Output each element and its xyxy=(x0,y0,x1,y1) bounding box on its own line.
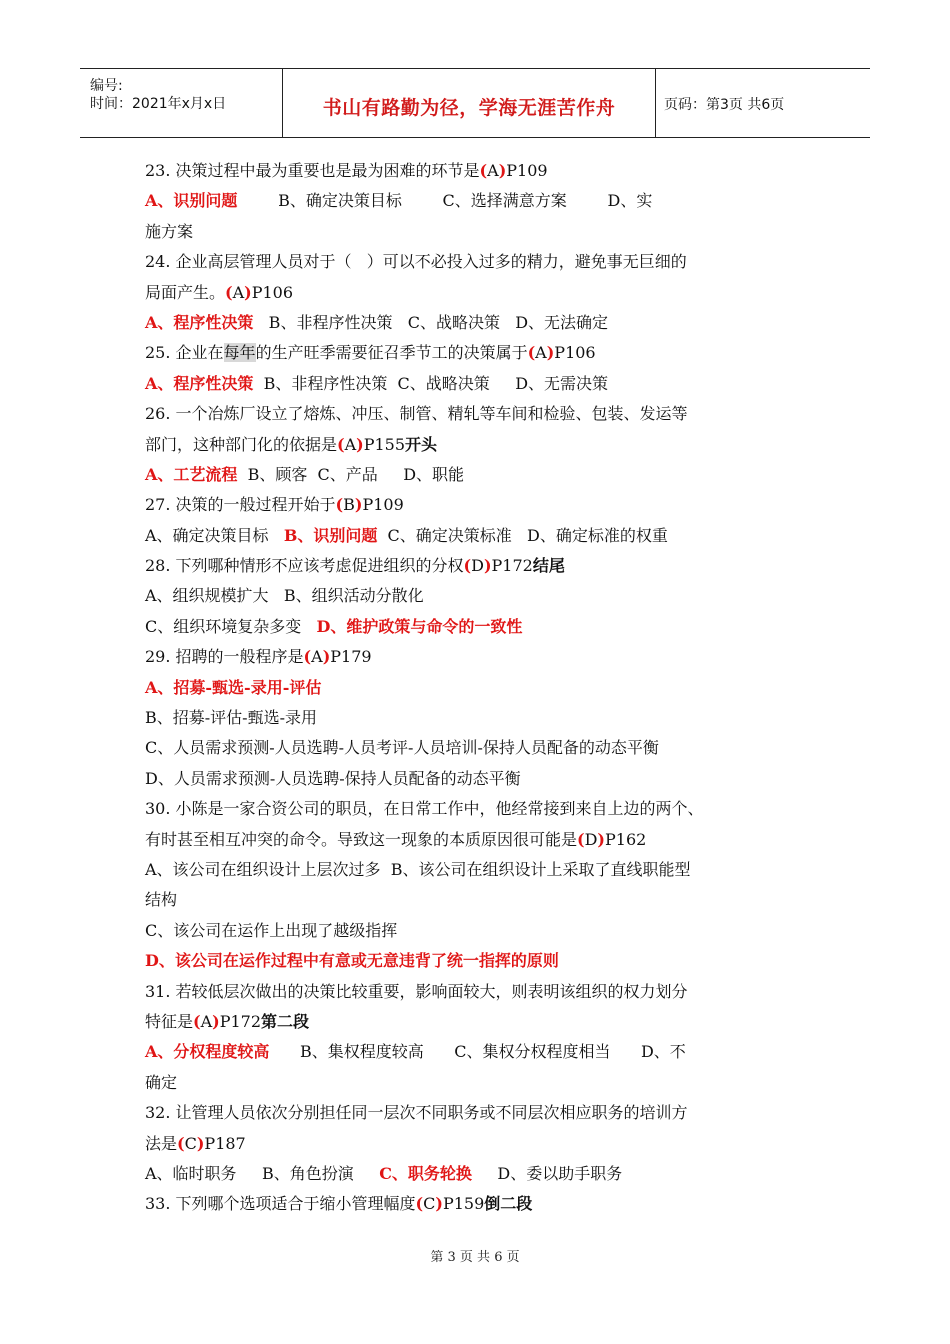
answer-text: ( xyxy=(303,647,312,667)
text-segment: A、组织规模扩大 B、组织活动分散化 xyxy=(145,586,424,606)
text-segment: P187 xyxy=(204,1133,246,1153)
text-segment: 28. 下列哪种情形不应该考虑促进组织的分权 xyxy=(145,556,464,576)
text-segment: P162 xyxy=(605,829,647,849)
motto-text: 书山有路勤为径，学海无涯苦作舟 xyxy=(322,97,616,119)
text-segment: C、确定决策标准 D、确定标准的权重 xyxy=(377,525,668,545)
text-segment: C、该公司在运作上出现了越级指挥 xyxy=(145,920,398,940)
text-segment: 部门，这种部门化的依据是 xyxy=(145,434,338,454)
header-meta-cell xyxy=(80,69,283,137)
text-segment: B、确定决策目标 C、选择满意方案 D、实 xyxy=(237,191,653,211)
text-segment: A、临时职务 B、角色扮演 xyxy=(145,1163,380,1183)
answer-text: D、该公司在运作过程中有意或无意违背了统一指挥的原则 xyxy=(145,951,559,971)
text-segment: 法是 xyxy=(145,1133,178,1153)
text-segment: 的生产旺季需要征召季节工的决策属于 xyxy=(255,343,528,363)
text-segment: 每年 xyxy=(223,343,256,363)
text-segment: A、确定决策目标 xyxy=(145,525,284,545)
text-segment: 倒二段 xyxy=(484,1194,533,1214)
text-segment: 30. 小陈是一家合资公司的职员，在日常工作中，他经常接到来自上边的两个、 xyxy=(145,799,704,819)
text-segment: 32. 让管理人员依次分别担任同一层次不同职务或不同层次相应职务的培训方 xyxy=(145,1103,688,1123)
question-list xyxy=(145,156,815,1220)
answer-text: ) xyxy=(196,1133,205,1153)
header-motto-cell xyxy=(283,69,656,137)
text-line xyxy=(145,308,815,338)
text-segment: 结构 xyxy=(145,890,178,910)
text-segment: 27. 决策的一般过程开始于 xyxy=(145,495,336,515)
text-segment: D、委以助手职务 xyxy=(471,1163,623,1183)
text-line xyxy=(145,703,815,733)
text-segment: 29. 招聘的一般程序是 xyxy=(145,647,304,667)
answer-text: ) xyxy=(244,282,252,302)
text-line xyxy=(145,946,815,976)
text-segment: 33. 下列哪个选项适合于缩小管理幅度 xyxy=(145,1194,416,1214)
text-segment: B、非程序性决策 C、战略决策 D、无法确定 xyxy=(253,312,609,332)
answer-text: ( xyxy=(415,1194,424,1214)
text-segment: P106 xyxy=(251,282,294,302)
text-line xyxy=(145,1007,815,1037)
text-segment: 第二段 xyxy=(261,1011,310,1031)
answer-text: ( xyxy=(577,829,585,849)
text-segment: C、组织环境复杂多变 xyxy=(145,616,317,636)
text-segment: B、非程序性决策 C、战略决策 D、无需决策 xyxy=(253,373,609,393)
text-line xyxy=(145,369,815,399)
answer-text: ( xyxy=(335,495,344,515)
text-line xyxy=(145,855,815,885)
answer-text: ( xyxy=(193,1011,201,1031)
answer-text: ) xyxy=(356,434,364,454)
answer-text: ( xyxy=(225,282,233,302)
answer-text: A、程序性决策 xyxy=(145,373,254,393)
document-date-label: 时间：2021年x月x日 xyxy=(90,96,227,112)
text-segment: B、招募-评估-甄选-录用 xyxy=(145,708,317,728)
text-segment: A xyxy=(200,1011,213,1031)
answer-text: A、分权程度较高 xyxy=(145,1042,270,1062)
text-line xyxy=(145,885,815,915)
answer-text: ) xyxy=(483,556,492,576)
text-line xyxy=(145,764,815,794)
text-segment: P179 xyxy=(330,647,372,667)
text-line xyxy=(145,1189,815,1219)
text-segment: A、该公司在组织设计上层次过多 B、该公司在组织设计上采取了直线职能型 xyxy=(145,859,691,879)
answer-text: A、工艺流程 xyxy=(145,464,238,484)
text-segment: C xyxy=(184,1133,197,1153)
text-segment: A xyxy=(232,282,245,302)
text-line xyxy=(145,642,815,672)
text-segment: D xyxy=(471,556,484,576)
text-line xyxy=(145,612,815,642)
text-segment: P106 xyxy=(554,343,596,363)
text-segment: C xyxy=(423,1194,436,1214)
text-segment: 特征是 xyxy=(145,1011,194,1031)
text-segment: 确定 xyxy=(145,1072,178,1092)
answer-text: ) xyxy=(354,495,363,515)
answer-text: ( xyxy=(177,1133,185,1153)
text-line xyxy=(145,399,815,429)
text-segment: A xyxy=(311,647,323,667)
text-line xyxy=(145,916,815,946)
text-segment: A xyxy=(487,161,499,180)
answer-text: A、程序性决策 xyxy=(145,312,254,332)
text-segment: B、顾客 C、产品 D、职能 xyxy=(237,464,465,484)
text-segment: P109 xyxy=(506,161,548,180)
text-segment: 开头 xyxy=(405,434,438,454)
text-line xyxy=(145,430,815,460)
text-segment: A xyxy=(344,434,357,454)
text-line xyxy=(145,551,815,581)
text-segment: 结尾 xyxy=(532,556,565,576)
text-line xyxy=(145,247,815,277)
text-line xyxy=(145,581,815,611)
text-line xyxy=(145,521,815,551)
text-segment: B、集权程度较高 C、集权分权程度相当 D、不 xyxy=(269,1042,686,1062)
answer-text: A、招募-甄选-录用-评估 xyxy=(145,677,322,697)
text-segment: D、人员需求预测-人员选聘-保持人员配备的动态平衡 xyxy=(145,768,521,788)
text-segment: B xyxy=(343,495,355,515)
text-line xyxy=(145,186,815,216)
text-segment: P109 xyxy=(362,495,404,515)
answer-text: ) xyxy=(435,1194,443,1214)
text-line xyxy=(145,490,815,520)
answer-text: D、维护政策与命令的一致性 xyxy=(316,616,523,636)
header-page-number: 页码：第3页 共6页 xyxy=(664,97,785,113)
text-segment: P159 xyxy=(442,1194,485,1214)
text-segment: 25. 企业在 xyxy=(145,343,224,363)
text-segment: P172 xyxy=(219,1011,262,1031)
text-segment: 31. 若较低层次做出的决策比较重要，影响面较大，则表明该组织的权力划分 xyxy=(145,981,688,1001)
answer-text: ( xyxy=(479,161,488,180)
text-line xyxy=(145,156,815,186)
text-segment: 26. 一个冶炼厂设立了熔炼、冲压、制管、精轧等车间和检验、包装、发运等 xyxy=(145,404,688,424)
answer-text: ) xyxy=(597,829,605,849)
text-line xyxy=(145,825,815,855)
text-segment: P172 xyxy=(491,556,533,576)
answer-text: A、识别问题 xyxy=(145,191,238,211)
text-line xyxy=(145,460,815,490)
answer-text: ) xyxy=(546,343,555,363)
text-segment: 局面产生。 xyxy=(145,282,226,302)
answer-text: ( xyxy=(337,434,345,454)
text-segment: D xyxy=(584,829,598,849)
text-line xyxy=(145,217,815,247)
page-header xyxy=(80,68,870,138)
text-segment: C、人员需求预测-人员选聘-人员考评-人员培训-保持人员配备的动态平衡 xyxy=(145,738,659,758)
text-line xyxy=(145,794,815,824)
answer-text: ( xyxy=(527,343,536,363)
answer-text: ) xyxy=(322,647,331,667)
answer-text: C、职务轮换 xyxy=(379,1163,472,1183)
text-line xyxy=(145,1037,815,1067)
text-line xyxy=(145,733,815,763)
answer-text: ) xyxy=(498,161,507,180)
text-line xyxy=(145,1159,815,1189)
text-line xyxy=(145,278,815,308)
text-line xyxy=(145,1129,815,1159)
text-line xyxy=(145,338,815,368)
text-segment: 23. 决策过程中最为重要也是最为困难的环节是 xyxy=(145,161,480,180)
document-number-label: 编号: xyxy=(90,78,123,94)
text-segment: 有时甚至相互冲突的命令。导致这一现象的本质原因很可能是 xyxy=(145,829,578,849)
answer-text: B、识别问题 xyxy=(283,525,378,545)
text-line xyxy=(145,1068,815,1098)
text-line xyxy=(145,1098,815,1128)
header-page-cell xyxy=(656,69,870,137)
answer-text: ) xyxy=(212,1011,220,1031)
text-segment: 施方案 xyxy=(145,221,194,241)
answer-text: ( xyxy=(463,556,472,576)
text-segment: A xyxy=(535,343,547,363)
text-line xyxy=(145,977,815,1007)
text-segment: P155 xyxy=(363,434,406,454)
text-line xyxy=(145,673,815,703)
text-segment: 24. 企业高层管理人员对于（ ）可以不必投入过多的精力，避免事无巨细的 xyxy=(145,252,687,272)
page-footer: 第 3 页 共 6 页 xyxy=(430,1250,520,1265)
